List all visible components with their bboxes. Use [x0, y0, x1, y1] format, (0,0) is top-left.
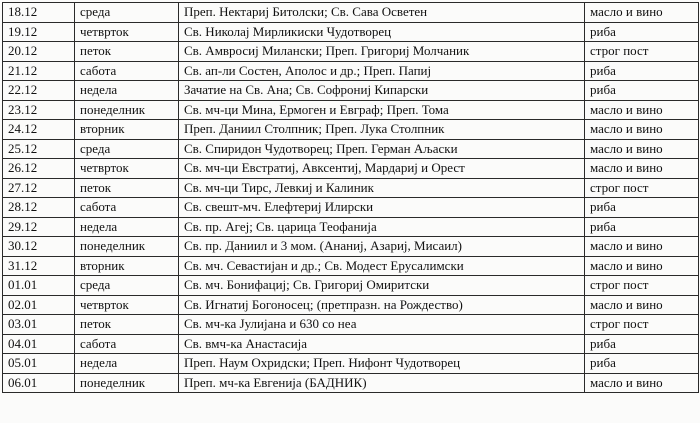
saints-cell: Св. мч-ци Тирс, Левкиј и Калиник	[179, 178, 585, 198]
date-cell: 05.01	[3, 354, 75, 374]
fasting-calendar-table	[2, 2, 699, 393]
date-cell: 23.12	[3, 100, 75, 120]
date-cell: 02.01	[3, 295, 75, 315]
table-row	[3, 22, 699, 42]
fasting-rule-cell: масло и вино	[585, 256, 699, 276]
date-cell: 31.12	[3, 256, 75, 276]
date-cell: 18.12	[3, 3, 75, 23]
fasting-rule-cell: строг пост	[585, 276, 699, 296]
saints-cell: Св. мч-ка Јулијана и 630 со неа	[179, 315, 585, 335]
fasting-rule-cell: масло и вино	[585, 3, 699, 23]
table-row	[3, 237, 699, 257]
date-cell: 20.12	[3, 42, 75, 62]
date-cell: 21.12	[3, 61, 75, 81]
weekday-cell: понеделник	[75, 237, 179, 257]
fasting-rule-cell: масло и вино	[585, 373, 699, 393]
table-row	[3, 120, 699, 140]
table-row	[3, 139, 699, 159]
saints-cell: Св. мч. Севастијан и др.; Св. Модест Ерусалимски	[179, 256, 585, 276]
table-row	[3, 159, 699, 179]
fasting-rule-cell: риба	[585, 217, 699, 237]
table-row	[3, 354, 699, 374]
saints-cell: Преп. Даниил Столпник; Преп. Лука Столпник	[179, 120, 585, 140]
saints-cell: Св. пр. Даниил и 3 мом. (Ананиј, Азариј, Мисаил)	[179, 237, 585, 257]
table-row	[3, 276, 699, 296]
date-cell: 24.12	[3, 120, 75, 140]
date-cell: 22.12	[3, 81, 75, 101]
fasting-rule-cell: риба	[585, 334, 699, 354]
fasting-rule-cell: масло и вино	[585, 120, 699, 140]
table-row	[3, 42, 699, 62]
date-cell: 29.12	[3, 217, 75, 237]
weekday-cell: вторник	[75, 120, 179, 140]
saints-cell: Св. пр. Агеј; Св. царица Теофанија	[179, 217, 585, 237]
date-cell: 25.12	[3, 139, 75, 159]
fasting-rule-cell: риба	[585, 61, 699, 81]
saints-cell: Преп. Нектариј Битолски; Св. Сава Осветен	[179, 3, 585, 23]
table-row	[3, 198, 699, 218]
saints-cell: Св. мч-ци Евстратиј, Авксентиј, Мардариј и Орест	[179, 159, 585, 179]
weekday-cell: четврток	[75, 295, 179, 315]
table-row	[3, 217, 699, 237]
saints-cell: Св. Игнатиј Богоносец; (претпразн. на Рождество)	[179, 295, 585, 315]
table-row	[3, 178, 699, 198]
table-row	[3, 373, 699, 393]
weekday-cell: сабота	[75, 61, 179, 81]
fasting-rule-cell: риба	[585, 81, 699, 101]
fasting-rule-cell: строг пост	[585, 42, 699, 62]
weekday-cell: петок	[75, 178, 179, 198]
fasting-rule-cell: строг пост	[585, 178, 699, 198]
fasting-rule-cell: масло и вино	[585, 100, 699, 120]
date-cell: 28.12	[3, 198, 75, 218]
weekday-cell: недела	[75, 217, 179, 237]
date-cell: 03.01	[3, 315, 75, 335]
fasting-rule-cell: риба	[585, 198, 699, 218]
saints-cell: Св. мч. Бонифациј; Св. Григориј Омиритски	[179, 276, 585, 296]
date-cell: 01.01	[3, 276, 75, 296]
date-cell: 19.12	[3, 22, 75, 42]
fasting-rule-cell: риба	[585, 22, 699, 42]
weekday-cell: петок	[75, 315, 179, 335]
date-cell: 06.01	[3, 373, 75, 393]
saints-cell: Зачатие на Св. Ана; Св. Софрониј Кипарски	[179, 81, 585, 101]
table-row	[3, 81, 699, 101]
saints-cell: Преп. Наум Охридски; Преп. Нифонт Чудотворец	[179, 354, 585, 374]
date-cell: 30.12	[3, 237, 75, 257]
table-row	[3, 256, 699, 276]
weekday-cell: понеделник	[75, 100, 179, 120]
weekday-cell: понеделник	[75, 373, 179, 393]
weekday-cell: сабота	[75, 198, 179, 218]
table-row	[3, 3, 699, 23]
fasting-rule-cell: риба	[585, 354, 699, 374]
weekday-cell: среда	[75, 276, 179, 296]
weekday-cell: четврток	[75, 159, 179, 179]
saints-cell: Преп. мч-ка Евгенија (БАДНИК)	[179, 373, 585, 393]
saints-cell: Св. свешт-мч. Елефтериј Илирски	[179, 198, 585, 218]
table-row	[3, 61, 699, 81]
fasting-rule-cell: масло и вино	[585, 159, 699, 179]
saints-cell: Св. Николај Мирликиски Чудотворец	[179, 22, 585, 42]
weekday-cell: сабота	[75, 334, 179, 354]
fasting-rule-cell: строг пост	[585, 315, 699, 335]
table-row	[3, 295, 699, 315]
saints-cell: Св. ап-ли Состен, Аполос и др.; Преп. Папиј	[179, 61, 585, 81]
date-cell: 26.12	[3, 159, 75, 179]
date-cell: 04.01	[3, 334, 75, 354]
table-row	[3, 315, 699, 335]
saints-cell: Св. Амвросиј Милански; Преп. Григориј Молчаник	[179, 42, 585, 62]
weekday-cell: недела	[75, 81, 179, 101]
fasting-rule-cell: масло и вино	[585, 139, 699, 159]
weekday-cell: среда	[75, 3, 179, 23]
fasting-rule-cell: масло и вино	[585, 237, 699, 257]
weekday-cell: недела	[75, 354, 179, 374]
weekday-cell: четврток	[75, 22, 179, 42]
saints-cell: Св. вмч-ка Анастасија	[179, 334, 585, 354]
weekday-cell: вторник	[75, 256, 179, 276]
saints-cell: Св. мч-ци Мина, Ермоген и Евграф; Преп. Тома	[179, 100, 585, 120]
weekday-cell: среда	[75, 139, 179, 159]
table-row	[3, 100, 699, 120]
table-row	[3, 334, 699, 354]
calendar-body	[3, 3, 699, 393]
saints-cell: Св. Спиридон Чудотворец; Преп. Герман Аљаски	[179, 139, 585, 159]
fasting-rule-cell: масло и вино	[585, 295, 699, 315]
weekday-cell: петок	[75, 42, 179, 62]
date-cell: 27.12	[3, 178, 75, 198]
